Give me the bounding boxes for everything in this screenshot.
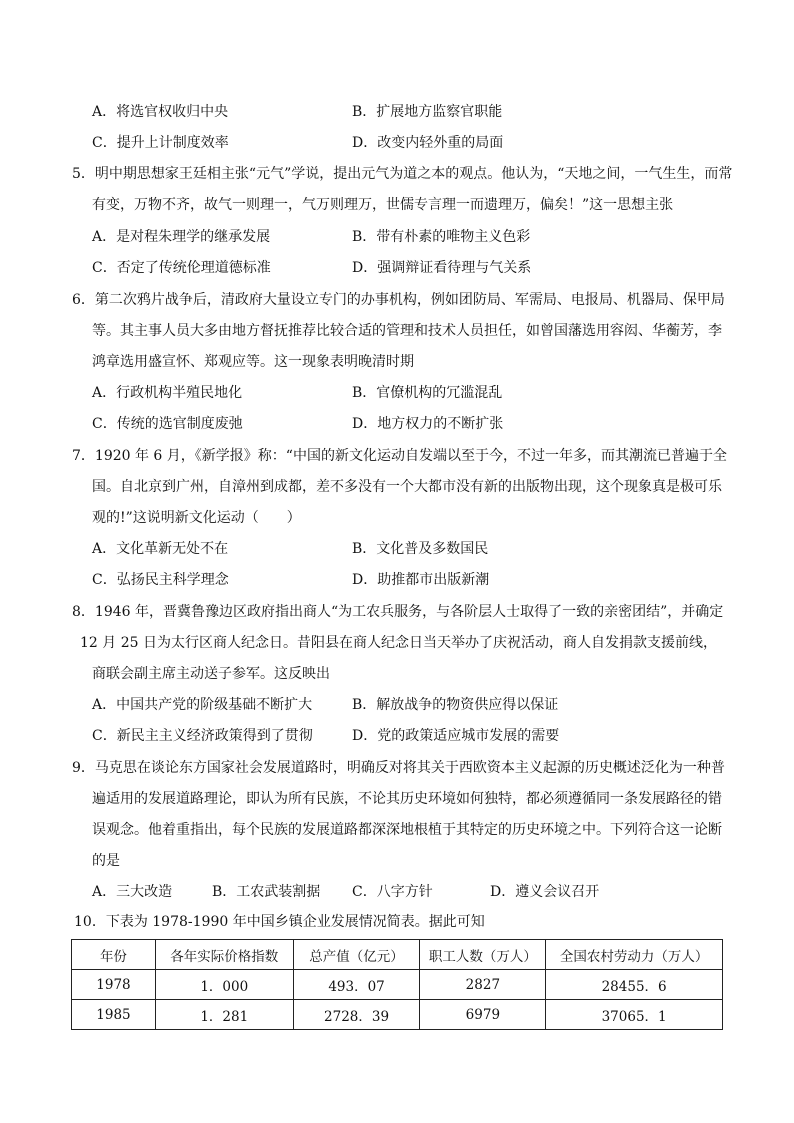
table-header-cell: 总产值（亿元） (293, 940, 420, 970)
q9-option-b: B．工农武装割据 (212, 884, 321, 900)
q8-option-b: B．解放战争的物资供应得以保证 (352, 697, 559, 713)
q10-table (71, 939, 723, 1030)
table-cell: 1．000 (155, 970, 293, 1000)
table-header-cell: 全国农村劳动力（万人） (546, 940, 723, 970)
table-cell: 28455．6 (546, 970, 723, 1000)
q4-option-c: C．提升上计制度效率 (92, 135, 229, 151)
q9-option-c: C．八字方针 (352, 884, 433, 900)
q8-line-1: 8．1946 年，晋冀鲁豫边区政府指出商人“为工农兵服务，与各阶层人士取得了一致的亲密团结”，并确定 (72, 604, 724, 620)
q6-line-2: 等。其主事人员大多由地方督抚推荐比较合适的管理和技术人员担任，如曾国藩选用容闳、华蘅芳，李 (92, 323, 722, 339)
table-cell: 2827 (420, 970, 546, 1000)
q6-option-d: D．地方权力的不断扩张 (352, 416, 504, 432)
q8-option-d: D．党的政策适应城市发展的需要 (352, 728, 560, 744)
q6-line-3: 鸿章选用盛宣怀、郑观应等。这一现象表明晚清时期 (92, 354, 414, 370)
q5-option-a: A．是对程朱理学的继承发展 (92, 229, 271, 245)
table-cell: 6979 (420, 1000, 546, 1030)
q4-option-d: D．改变内轻外重的局面 (352, 135, 504, 151)
q5-option-b: B．带有朴素的唯物主义色彩 (352, 229, 531, 245)
table-cell: 37065．1 (546, 1000, 723, 1030)
table-cell: 1．281 (155, 1000, 293, 1030)
q5-option-c: C．否定了传统伦理道德标准 (92, 260, 271, 276)
table-row (72, 970, 723, 1000)
q8-option-a: A．中国共产党的阶级基础不断扩大 (92, 697, 313, 713)
q4-option-a: A．将选官权收归中央 (92, 104, 229, 120)
q6-line-1: 6．第二次鸦片战争后，清政府大量设立专门的办事机构，例如团防局、军需局、电报局、机器局、保甲局 (72, 292, 725, 308)
q9-line-2: 遍适用的发展道路理论，即认为所有民族，不论其历史环境如何独特，都必须遵循同一条发展路径的错 (92, 791, 722, 807)
table-header-cell: 职工人数（万人） (420, 940, 546, 970)
q6-option-a: A．行政机构半殖民地化 (92, 385, 243, 401)
q4-option-b: B．扩展地方监察官职能 (352, 104, 503, 120)
table-row (72, 1000, 723, 1030)
table-cell: 493．07 (293, 970, 420, 1000)
q5-option-d: D．强调辩证看待理与气关系 (352, 260, 532, 276)
q9-option-a: A．三大改造 (92, 884, 173, 900)
q9-line-3: 误观念。他着重指出，每个民族的发展道路都深深地根植于其特定的历史环境之中。下列符合这一论断 (92, 822, 722, 838)
q9-line-1: 9．马克思在谈论东方国家社会发展道路时，明确反对将其关于西欧资本主义起源的历史概述泛化为一种普 (72, 760, 725, 776)
q9-option-d: D．遵义会议召开 (490, 884, 600, 900)
table-cell: 1978 (72, 970, 156, 1000)
q7-option-c: C．弘扬民主科学理念 (92, 572, 229, 588)
q5-line-1: 5．明中期思想家王廷相主张“元气”学说，提出元气为道之本的观点。他认为，“天地之间，一气生生，而常 (72, 166, 733, 182)
q7-option-b: B．文化普及多数国民 (352, 541, 489, 557)
q6-option-c: C．传统的选官制度废弛 (92, 416, 243, 432)
q8-option-c: C．新民主主义经济政策得到了贯彻 (92, 728, 313, 744)
table-header-cell: 各年实际价格指数 (155, 940, 293, 970)
table-cell: 1985 (72, 1000, 156, 1030)
q8-line-2: 12 月 25 日为太行区商人纪念日。昔阳县在商人纪念日当天举办了庆祝活动，商人自发捐款支援前线， (80, 635, 717, 651)
table-header-cell: 年份 (72, 940, 156, 970)
q7-option-d: D．助推都市出版新潮 (352, 572, 490, 588)
q9-line-4: 的是 (92, 853, 120, 869)
q8-line-3: 商联会副主席主动送子参军。这反映出 (92, 666, 330, 682)
q7-option-a: A．文化革新无处不在 (92, 541, 229, 557)
table-header-row (72, 940, 723, 970)
q7-line-3: 观的!”这说明新文化运动（ ） (92, 510, 301, 526)
q6-option-b: B．官僚机构的冗滥混乱 (352, 385, 503, 401)
q7-line-1: 7．1920 年 6 月，《新学报》称：“中国的新文化运动自发端以至于今，不过一年多，而其潮流已普遍于全 (72, 448, 727, 464)
q7-line-2: 国。自北京到广州，自漳州到成都，差不多没有一个大都市没有新的出版物出现，这个现象真是极可乐 (92, 479, 722, 495)
q10-line: 10．下表为 1978-1990 年中国乡镇企业发展情况简表。据此可知 (74, 914, 485, 930)
table-cell: 2728．39 (293, 1000, 420, 1030)
q5-line-2: 有变，万物不齐，故气一则理一，气万则理万，世儒专言理一而遗理万，偏矣！”这一思想主张 (92, 197, 674, 213)
